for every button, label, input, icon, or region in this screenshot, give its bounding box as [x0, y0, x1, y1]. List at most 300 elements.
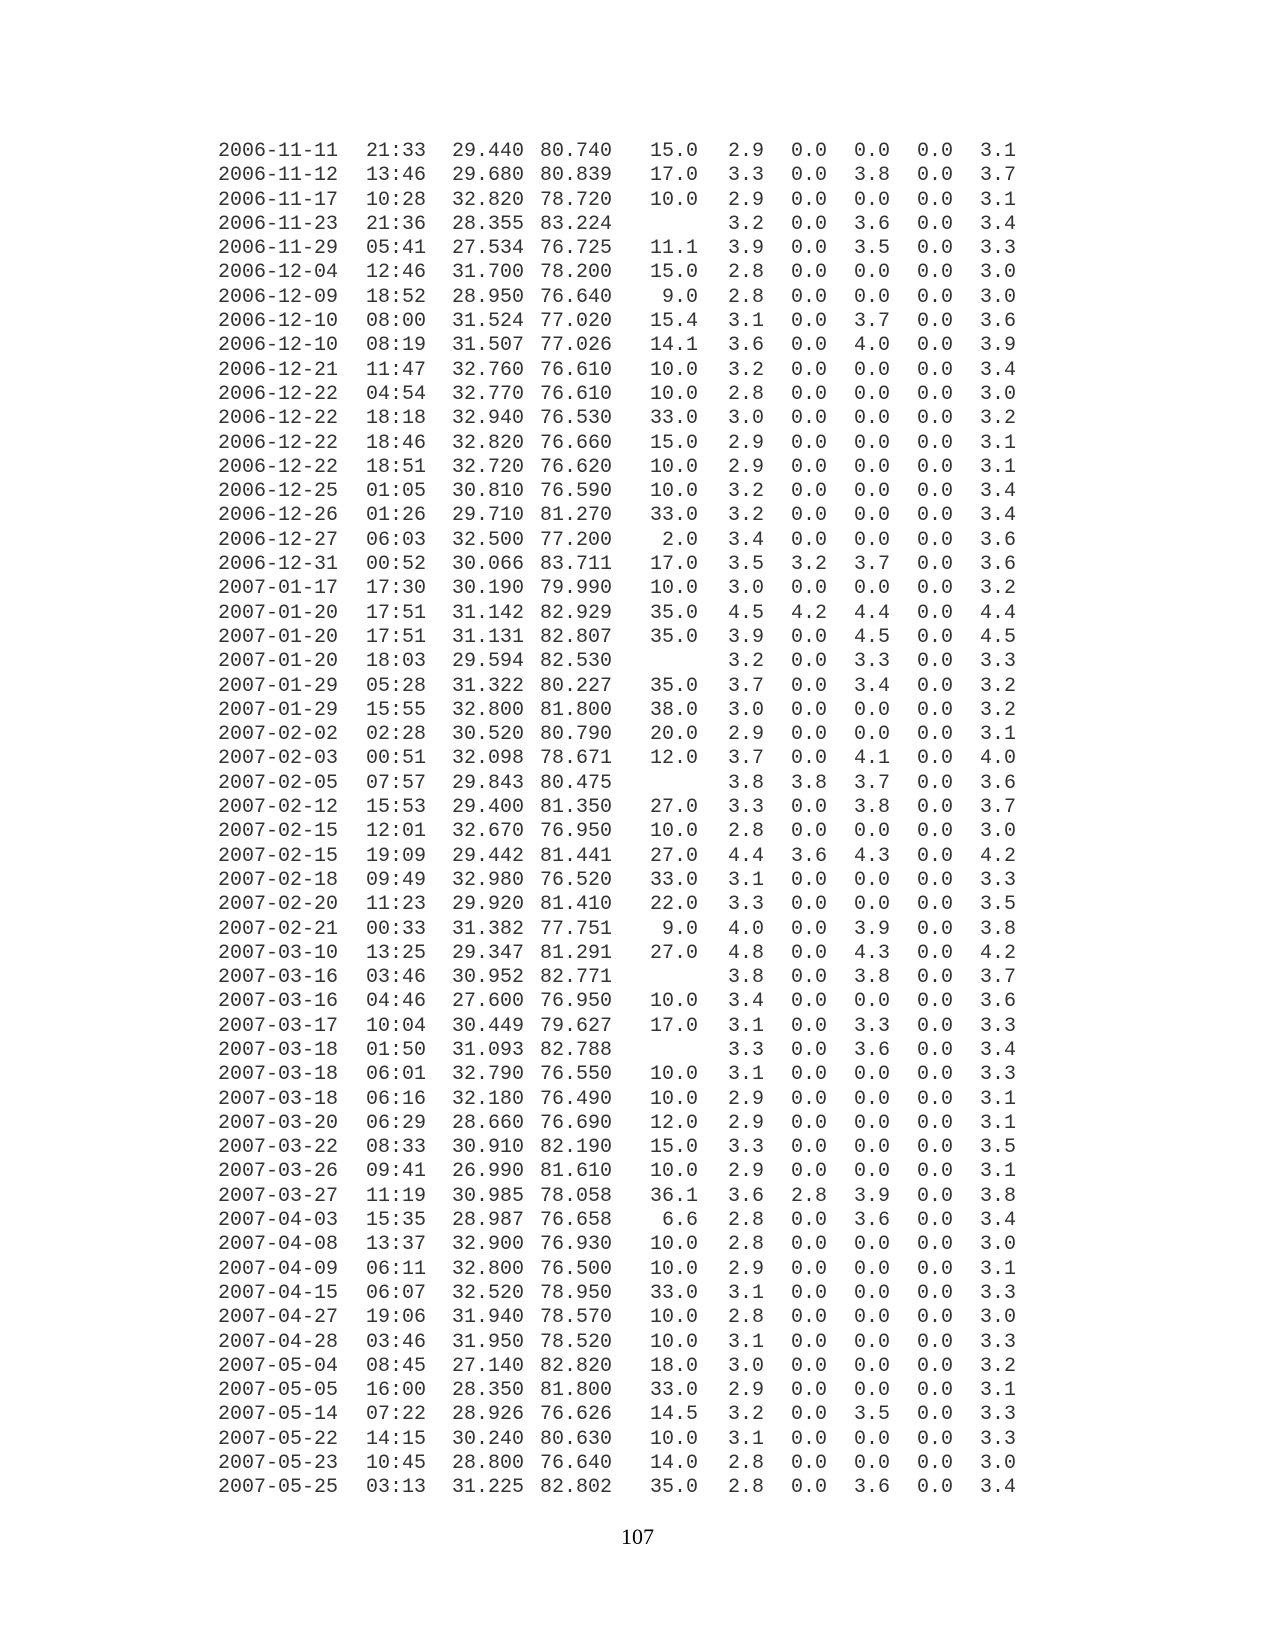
time-cell: 08:00	[366, 310, 427, 334]
mag1-cell: 2.8	[727, 1233, 764, 1257]
depth-cell: 17.0	[649, 553, 698, 577]
time-cell: 15:53	[366, 796, 427, 820]
mag5-cell: 3.1	[979, 1160, 1016, 1184]
longitude-cell: 76.620	[540, 455, 613, 479]
table-row	[218, 286, 1016, 310]
mag3-cell: 4.4	[853, 601, 890, 625]
latitude-cell: 28.800	[452, 1452, 525, 1476]
depth-cell: 35.0	[649, 601, 698, 625]
date-cell: 2006-12-22	[218, 407, 339, 431]
depth-cell: 10.0	[649, 382, 698, 406]
table-row	[218, 1379, 1016, 1403]
mag2-cell: 0.0	[790, 1063, 827, 1087]
depth-cell: 10.0	[649, 1063, 698, 1087]
mag1-cell: 2.9	[727, 1087, 764, 1111]
table-row	[218, 432, 1016, 456]
table-row	[218, 1088, 1016, 1112]
depth-cell: 35.0	[649, 674, 698, 698]
latitude-cell: 29.710	[452, 504, 525, 528]
mag5-cell: 3.0	[979, 1233, 1016, 1257]
table-row	[218, 1112, 1016, 1136]
mag4-cell: 0.0	[916, 1330, 953, 1354]
mag3-cell: 0.0	[853, 407, 890, 431]
mag3-cell: 0.0	[853, 1160, 890, 1184]
time-cell: 04:46	[366, 990, 427, 1014]
mag2-cell: 0.0	[790, 1427, 827, 1451]
mag2-cell: 0.0	[790, 1160, 827, 1184]
longitude-cell: 82.929	[540, 601, 613, 625]
date-cell: 2007-03-17	[218, 1014, 339, 1038]
mag1-cell: 4.4	[727, 844, 764, 868]
mag2-cell: 0.0	[790, 990, 827, 1014]
latitude-cell: 32.520	[452, 1281, 525, 1305]
mag2-cell: 0.0	[790, 237, 827, 261]
longitude-cell: 82.190	[540, 1136, 613, 1160]
date-cell: 2007-01-20	[218, 650, 339, 674]
longitude-cell: 82.802	[540, 1476, 613, 1500]
depth-cell: 35.0	[649, 1476, 698, 1500]
mag1-cell: 2.9	[727, 455, 764, 479]
date-cell: 2007-02-15	[218, 820, 339, 844]
time-cell: 21:36	[366, 212, 427, 236]
mag4-cell: 0.0	[916, 285, 953, 309]
longitude-cell: 80.227	[540, 674, 613, 698]
mag3-cell: 0.0	[853, 1087, 890, 1111]
date-cell: 2007-01-20	[218, 625, 339, 649]
date-cell: 2007-02-03	[218, 747, 339, 771]
mag5-cell: 3.7	[979, 164, 1016, 188]
mag3-cell: 3.6	[853, 212, 890, 236]
longitude-cell: 77.020	[540, 310, 613, 334]
depth-cell: 10.0	[649, 480, 698, 504]
latitude-cell: 32.098	[452, 747, 525, 771]
latitude-cell: 26.990	[452, 1160, 525, 1184]
date-cell: 2007-01-29	[218, 674, 339, 698]
mag5-cell: 3.2	[979, 698, 1016, 722]
longitude-cell: 81.441	[540, 844, 613, 868]
longitude-cell: 82.530	[540, 650, 613, 674]
mag4-cell: 0.0	[916, 601, 953, 625]
table-row	[218, 213, 1016, 237]
mag1-cell: 2.9	[727, 1160, 764, 1184]
depth-cell: 10.0	[649, 577, 698, 601]
mag1-cell: 2.9	[727, 1379, 764, 1403]
time-cell: 05:28	[366, 674, 427, 698]
time-cell: 18:52	[366, 285, 427, 309]
table-row	[218, 261, 1016, 285]
mag3-cell: 0.0	[853, 261, 890, 285]
depth-cell: 36.1	[649, 1184, 698, 1208]
mag1-cell: 3.0	[727, 698, 764, 722]
time-cell: 00:33	[366, 917, 427, 941]
mag1-cell: 2.8	[727, 820, 764, 844]
mag2-cell: 0.0	[790, 382, 827, 406]
mag5-cell: 3.6	[979, 310, 1016, 334]
mag4-cell: 0.0	[916, 698, 953, 722]
longitude-cell: 80.630	[540, 1427, 613, 1451]
date-cell: 2007-02-02	[218, 723, 339, 747]
depth-cell: 15.4	[649, 310, 698, 334]
mag3-cell: 3.3	[853, 1014, 890, 1038]
time-cell: 05:41	[366, 237, 427, 261]
longitude-cell: 82.807	[540, 625, 613, 649]
time-cell: 18:46	[366, 431, 427, 455]
mag3-cell: 0.0	[853, 358, 890, 382]
table-row	[218, 310, 1016, 334]
mag5-cell: 3.1	[979, 1087, 1016, 1111]
mag2-cell: 0.0	[790, 868, 827, 892]
mag4-cell: 0.0	[916, 212, 953, 236]
mag5-cell: 3.1	[979, 140, 1016, 163]
table-row	[218, 577, 1016, 601]
mag3-cell: 3.8	[853, 966, 890, 990]
depth-cell: 10.0	[649, 1160, 698, 1184]
mag5-cell: 3.3	[979, 868, 1016, 892]
mag2-cell: 0.0	[790, 650, 827, 674]
date-cell: 2007-05-04	[218, 1354, 339, 1378]
mag5-cell: 3.5	[979, 893, 1016, 917]
mag2-cell: 0.0	[790, 941, 827, 965]
mag1-cell: 2.9	[727, 723, 764, 747]
longitude-cell: 78.720	[540, 188, 613, 212]
mag5-cell: 3.7	[979, 796, 1016, 820]
depth-cell: 33.0	[649, 868, 698, 892]
date-cell: 2006-12-09	[218, 285, 339, 309]
table-row	[218, 772, 1016, 796]
mag3-cell: 0.0	[853, 893, 890, 917]
mag5-cell: 3.3	[979, 1427, 1016, 1451]
mag4-cell: 0.0	[916, 310, 953, 334]
mag1-cell: 2.8	[727, 382, 764, 406]
mag4-cell: 0.0	[916, 431, 953, 455]
mag1-cell: 3.1	[727, 1281, 764, 1305]
depth-cell: 10.0	[649, 820, 698, 844]
longitude-cell: 81.800	[540, 698, 613, 722]
mag4-cell: 0.0	[916, 771, 953, 795]
date-cell: 2007-04-28	[218, 1330, 339, 1354]
mag4-cell: 0.0	[916, 504, 953, 528]
date-cell: 2006-11-12	[218, 164, 339, 188]
latitude-cell: 31.225	[452, 1476, 525, 1500]
mag4-cell: 0.0	[916, 1476, 953, 1500]
mag1-cell: 3.1	[727, 1330, 764, 1354]
date-cell: 2007-02-15	[218, 844, 339, 868]
mag2-cell: 0.0	[790, 674, 827, 698]
mag3-cell: 0.0	[853, 577, 890, 601]
mag4-cell: 0.0	[916, 237, 953, 261]
table-row	[218, 675, 1016, 699]
time-cell: 06:03	[366, 528, 427, 552]
date-cell: 2007-02-18	[218, 868, 339, 892]
longitude-cell: 77.200	[540, 528, 613, 552]
mag2-cell: 0.0	[790, 1354, 827, 1378]
time-cell: 08:19	[366, 334, 427, 358]
mag5-cell: 3.4	[979, 1209, 1016, 1233]
mag3-cell: 0.0	[853, 1330, 890, 1354]
date-cell: 2006-12-10	[218, 310, 339, 334]
mag1-cell: 2.9	[727, 1111, 764, 1135]
longitude-cell: 81.410	[540, 893, 613, 917]
depth-cell: 27.0	[649, 844, 698, 868]
latitude-cell: 31.093	[452, 1038, 525, 1062]
latitude-cell: 29.347	[452, 941, 525, 965]
mag5-cell: 4.0	[979, 747, 1016, 771]
mag1-cell: 3.3	[727, 893, 764, 917]
table-row	[218, 189, 1016, 213]
mag5-cell: 3.3	[979, 237, 1016, 261]
mag1-cell: 3.7	[727, 674, 764, 698]
date-cell: 2007-05-25	[218, 1476, 339, 1500]
date-cell: 2007-05-22	[218, 1427, 339, 1451]
mag3-cell: 0.0	[853, 1281, 890, 1305]
mag5-cell: 3.1	[979, 188, 1016, 212]
mag2-cell: 0.0	[790, 723, 827, 747]
mag4-cell: 0.0	[916, 796, 953, 820]
latitude-cell: 32.670	[452, 820, 525, 844]
time-cell: 13:46	[366, 164, 427, 188]
mag1-cell: 3.6	[727, 334, 764, 358]
mag1-cell: 3.2	[727, 358, 764, 382]
mag2-cell: 3.8	[790, 771, 827, 795]
date-cell: 2007-03-16	[218, 990, 339, 1014]
table-row	[218, 918, 1016, 942]
mag1-cell: 2.8	[727, 1452, 764, 1476]
time-cell: 12:46	[366, 261, 427, 285]
mag3-cell: 3.9	[853, 917, 890, 941]
depth-cell: 33.0	[649, 504, 698, 528]
date-cell: 2006-11-23	[218, 212, 339, 236]
mag5-cell: 3.2	[979, 577, 1016, 601]
longitude-cell: 81.291	[540, 941, 613, 965]
longitude-cell: 80.839	[540, 164, 613, 188]
mag2-cell: 0.0	[790, 1233, 827, 1257]
mag4-cell: 0.0	[916, 164, 953, 188]
longitude-cell: 76.610	[540, 382, 613, 406]
longitude-cell: 82.771	[540, 966, 613, 990]
mag1-cell: 2.9	[727, 1257, 764, 1281]
depth-cell: 6.6	[661, 1209, 698, 1233]
mag2-cell: 0.0	[790, 480, 827, 504]
mag2-cell: 4.2	[790, 601, 827, 625]
depth-cell: 10.0	[649, 188, 698, 212]
table-row	[218, 747, 1016, 771]
date-cell: 2006-12-27	[218, 528, 339, 552]
mag2-cell: 0.0	[790, 1403, 827, 1427]
table-row	[218, 140, 1016, 164]
table-row	[218, 942, 1016, 966]
mag4-cell: 0.0	[916, 1281, 953, 1305]
latitude-cell: 30.810	[452, 480, 525, 504]
longitude-cell: 83.711	[540, 553, 613, 577]
latitude-cell: 32.720	[452, 455, 525, 479]
latitude-cell: 30.190	[452, 577, 525, 601]
depth-cell: 2.0	[661, 528, 698, 552]
mag1-cell: 3.1	[727, 1427, 764, 1451]
time-cell: 18:18	[366, 407, 427, 431]
depth-cell: 11.1	[649, 237, 698, 261]
date-cell: 2006-12-22	[218, 382, 339, 406]
mag3-cell: 0.0	[853, 1306, 890, 1330]
date-cell: 2007-02-20	[218, 893, 339, 917]
mag2-cell: 0.0	[790, 1306, 827, 1330]
time-cell: 09:49	[366, 868, 427, 892]
mag3-cell: 3.6	[853, 1476, 890, 1500]
longitude-cell: 78.200	[540, 261, 613, 285]
latitude-cell: 28.950	[452, 285, 525, 309]
longitude-cell: 76.640	[540, 1452, 613, 1476]
mag4-cell: 0.0	[916, 1257, 953, 1281]
date-cell: 2007-04-03	[218, 1209, 339, 1233]
time-cell: 06:11	[366, 1257, 427, 1281]
date-cell: 2006-12-26	[218, 504, 339, 528]
time-cell: 10:45	[366, 1452, 427, 1476]
mag2-cell: 0.0	[790, 577, 827, 601]
latitude-cell: 31.700	[452, 261, 525, 285]
longitude-cell: 82.820	[540, 1354, 613, 1378]
mag2-cell: 0.0	[790, 358, 827, 382]
mag1-cell: 3.0	[727, 1354, 764, 1378]
mag2-cell: 0.0	[790, 140, 827, 163]
mag5-cell: 3.1	[979, 1379, 1016, 1403]
mag2-cell: 0.0	[790, 698, 827, 722]
mag1-cell: 3.1	[727, 1063, 764, 1087]
time-cell: 06:07	[366, 1281, 427, 1305]
mag2-cell: 0.0	[790, 504, 827, 528]
date-cell: 2007-03-18	[218, 1087, 339, 1111]
time-cell: 17:51	[366, 601, 427, 625]
mag1-cell: 3.2	[727, 1403, 764, 1427]
latitude-cell: 30.910	[452, 1136, 525, 1160]
table-row	[218, 456, 1016, 480]
date-cell: 2006-12-21	[218, 358, 339, 382]
mag5-cell: 4.4	[979, 601, 1016, 625]
time-cell: 09:41	[366, 1160, 427, 1184]
longitude-cell: 76.660	[540, 431, 613, 455]
latitude-cell: 31.382	[452, 917, 525, 941]
mag2-cell: 0.0	[790, 625, 827, 649]
mag4-cell: 0.0	[916, 650, 953, 674]
time-cell: 10:04	[366, 1014, 427, 1038]
table-row	[218, 1039, 1016, 1063]
table-row	[218, 504, 1016, 528]
time-cell: 00:51	[366, 747, 427, 771]
mag2-cell: 0.0	[790, 1379, 827, 1403]
latitude-cell: 30.066	[452, 553, 525, 577]
depth-cell: 33.0	[649, 407, 698, 431]
longitude-cell: 76.930	[540, 1233, 613, 1257]
mag3-cell: 0.0	[853, 698, 890, 722]
latitude-cell: 31.131	[452, 625, 525, 649]
mag4-cell: 0.0	[916, 334, 953, 358]
mag5-cell: 3.4	[979, 504, 1016, 528]
mag1-cell: 2.8	[727, 1209, 764, 1233]
depth-cell: 10.0	[649, 1087, 698, 1111]
mag4-cell: 0.0	[916, 1209, 953, 1233]
mag2-cell: 0.0	[790, 1330, 827, 1354]
date-cell: 2007-04-08	[218, 1233, 339, 1257]
time-cell: 14:15	[366, 1427, 427, 1451]
latitude-cell: 32.770	[452, 382, 525, 406]
longitude-cell: 82.788	[540, 1038, 613, 1062]
time-cell: 11:47	[366, 358, 427, 382]
mag2-cell: 0.0	[790, 1014, 827, 1038]
time-cell: 21:33	[366, 140, 427, 163]
time-cell: 04:54	[366, 382, 427, 406]
mag4-cell: 0.0	[916, 966, 953, 990]
table-row	[218, 966, 1016, 990]
longitude-cell: 79.990	[540, 577, 613, 601]
latitude-cell: 29.920	[452, 893, 525, 917]
time-cell: 08:45	[366, 1354, 427, 1378]
mag1-cell: 3.2	[727, 480, 764, 504]
longitude-cell: 81.350	[540, 796, 613, 820]
mag2-cell: 0.0	[790, 893, 827, 917]
date-cell: 2006-12-25	[218, 480, 339, 504]
time-cell: 06:01	[366, 1063, 427, 1087]
table-row	[218, 1063, 1016, 1087]
mag5-cell: 3.8	[979, 917, 1016, 941]
mag2-cell: 0.0	[790, 455, 827, 479]
date-cell: 2007-03-20	[218, 1111, 339, 1135]
depth-cell: 35.0	[649, 625, 698, 649]
page-number: 107	[621, 1524, 654, 1549]
longitude-cell: 76.590	[540, 480, 613, 504]
longitude-cell: 78.520	[540, 1330, 613, 1354]
mag2-cell: 0.0	[790, 747, 827, 771]
mag2-cell: 0.0	[790, 188, 827, 212]
mag1-cell: 3.3	[727, 1038, 764, 1062]
depth-cell: 27.0	[649, 796, 698, 820]
mag1-cell: 3.3	[727, 164, 764, 188]
time-cell: 11:23	[366, 893, 427, 917]
table-row	[218, 1160, 1016, 1184]
mag4-cell: 0.0	[916, 358, 953, 382]
depth-cell	[620, 213, 698, 237]
date-cell: 2007-05-23	[218, 1452, 339, 1476]
table-row	[218, 383, 1016, 407]
longitude-cell: 76.500	[540, 1257, 613, 1281]
date-cell: 2007-02-21	[218, 917, 339, 941]
date-cell: 2007-03-16	[218, 966, 339, 990]
mag4-cell: 0.0	[916, 1160, 953, 1184]
time-cell: 08:33	[366, 1136, 427, 1160]
table-row	[218, 1306, 1016, 1330]
mag5-cell: 3.1	[979, 431, 1016, 455]
longitude-cell: 76.610	[540, 358, 613, 382]
longitude-cell: 78.058	[540, 1184, 613, 1208]
mag4-cell: 0.0	[916, 674, 953, 698]
mag5-cell: 3.4	[979, 1038, 1016, 1062]
date-cell: 2007-02-12	[218, 796, 339, 820]
mag1-cell: 3.1	[727, 1014, 764, 1038]
mag2-cell: 0.0	[790, 407, 827, 431]
time-cell: 12:01	[366, 820, 427, 844]
mag4-cell: 0.0	[916, 577, 953, 601]
latitude-cell: 30.952	[452, 966, 525, 990]
longitude-cell: 78.570	[540, 1306, 613, 1330]
table-row	[218, 1452, 1016, 1476]
mag3-cell: 0.0	[853, 1257, 890, 1281]
mag4-cell: 0.0	[916, 723, 953, 747]
mag3-cell: 0.0	[853, 480, 890, 504]
mag5-cell: 3.8	[979, 1184, 1016, 1208]
mag4-cell: 0.0	[916, 1427, 953, 1451]
mag4-cell: 0.0	[916, 1014, 953, 1038]
longitude-cell: 76.490	[540, 1087, 613, 1111]
latitude-cell: 29.594	[452, 650, 525, 674]
latitude-cell: 29.400	[452, 796, 525, 820]
depth-cell: 20.0	[649, 723, 698, 747]
